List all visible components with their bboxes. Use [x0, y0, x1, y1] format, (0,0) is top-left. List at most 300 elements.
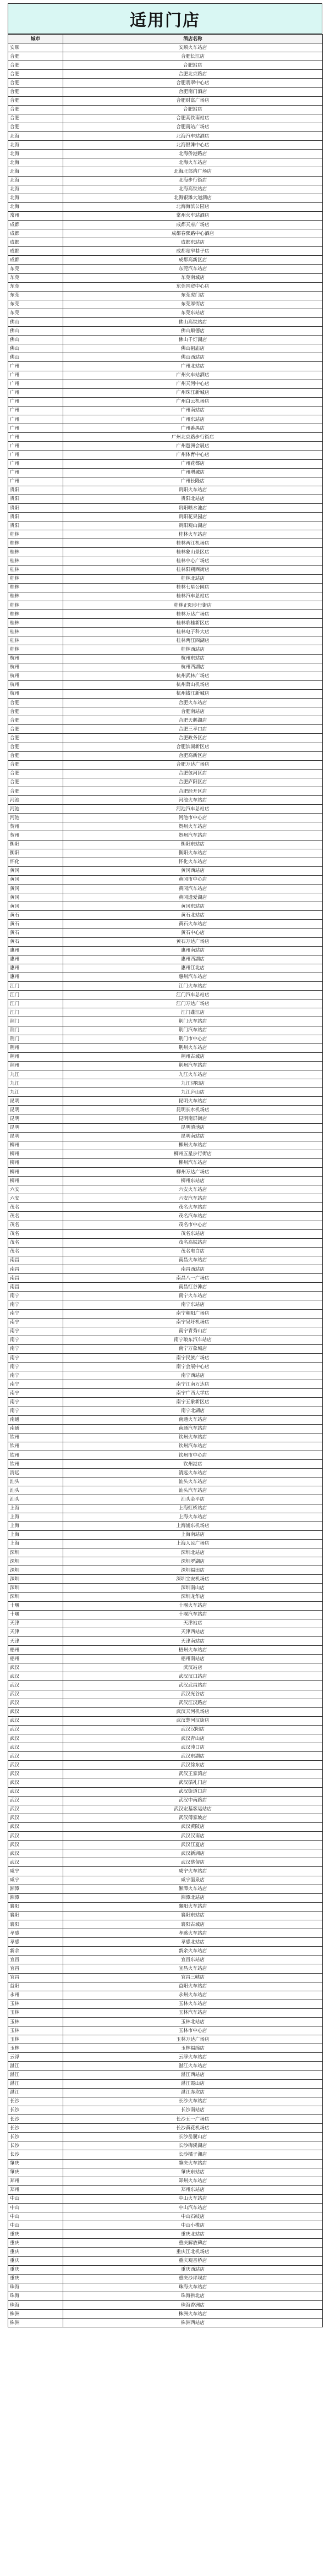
- table-row: [8, 805, 323, 814]
- store-name-cell: 北海步行街店: [63, 176, 323, 185]
- store-name-cell: 南通汽车站店: [63, 1424, 323, 1433]
- store-name-cell: 汕头火车站店: [63, 1478, 323, 1486]
- city-cell: 武汉: [8, 1849, 63, 1858]
- city-cell: 深圳: [8, 1557, 63, 1566]
- city-cell: 合肥: [8, 725, 63, 734]
- store-name-cell: 武汉汉口站店: [63, 1672, 323, 1681]
- store-name-cell: 惠州江北店: [63, 964, 323, 973]
- table-row: [8, 1752, 323, 1761]
- table-row: [8, 654, 323, 663]
- store-name-cell: 郑州火车站店: [63, 2177, 323, 2185]
- city-cell: 湘潭: [8, 1893, 63, 1902]
- table-row: [8, 1363, 323, 1371]
- city-cell: 杭州: [8, 654, 63, 663]
- store-name-cell: 南宁西站店: [63, 1371, 323, 1380]
- store-name-cell: 钦州汽车站店: [63, 1442, 323, 1451]
- store-name-cell: 长沙橘子洲店: [63, 2150, 323, 2159]
- table-row: [8, 2000, 323, 2008]
- store-name-cell: 深圳北站店: [63, 1548, 323, 1557]
- table-row: [8, 574, 323, 583]
- table-row: [8, 424, 323, 433]
- store-name-cell: 东莞厚街店: [63, 300, 323, 309]
- store-name-cell: 武汉青山店: [63, 1734, 323, 1743]
- table-row: [8, 1902, 323, 1911]
- city-cell: 黄石: [8, 920, 63, 929]
- city-cell: 玉林: [8, 2035, 63, 2044]
- store-name-cell: 合肥三孝口店: [63, 725, 323, 734]
- table-row: [8, 477, 323, 486]
- table-row: [8, 2088, 323, 2097]
- store-name-cell: 深圳龙华店: [63, 1592, 323, 1601]
- city-cell: 广州: [8, 459, 63, 468]
- store-name-cell: 南宁万象城店: [63, 1344, 323, 1353]
- table-row: [8, 2062, 323, 2070]
- store-name-cell: 长沙南站店: [63, 2106, 323, 2114]
- city-cell: 杭州: [8, 672, 63, 680]
- store-name-cell: 咸宁温泉店: [63, 1876, 323, 1885]
- city-cell: 长沙: [8, 2150, 63, 2159]
- table-row: [8, 70, 323, 79]
- table-row: [8, 2124, 323, 2133]
- city-cell: 南宁: [8, 1318, 63, 1327]
- store-name-cell: 南宁朝阳广场店: [63, 1309, 323, 1318]
- table-row: [8, 1300, 323, 1309]
- table-row: [8, 1114, 323, 1123]
- store-name-cell: 南宁火车站店: [63, 1292, 323, 1300]
- store-name-cell: 荆门汽车站店: [63, 1026, 323, 1035]
- city-cell: 江门: [8, 982, 63, 991]
- store-name-cell: 武汉中南路店: [63, 1796, 323, 1805]
- city-cell: 深圳: [8, 1566, 63, 1575]
- city-cell: 合肥: [8, 123, 63, 131]
- table-row: [8, 822, 323, 831]
- table-row: [8, 2221, 323, 2230]
- city-cell: 咸宁: [8, 1867, 63, 1876]
- table-row: [8, 1061, 323, 1070]
- city-cell: 南宁: [8, 1371, 63, 1380]
- table-row: [8, 911, 323, 920]
- store-name-cell: 武汉傅家坡店: [63, 1814, 323, 1822]
- table-row: [8, 1415, 323, 1424]
- store-name-cell: 孝感北站店: [63, 1938, 323, 1947]
- city-cell: 惠州: [8, 955, 63, 964]
- store-name-cell: 江门蓬江店: [63, 1008, 323, 1017]
- table-row: [8, 273, 323, 282]
- table-row: [8, 2044, 323, 2053]
- store-name-cell: 东莞汽车站店: [63, 265, 323, 273]
- table-row: [8, 1247, 323, 1256]
- city-cell: 南宁: [8, 1336, 63, 1344]
- city-cell: 广州: [8, 477, 63, 486]
- table-row: [8, 760, 323, 769]
- table-row: [8, 1229, 323, 1238]
- table-row: [8, 1353, 323, 1362]
- store-name-cell: 重庆江北机场店: [63, 2248, 323, 2256]
- city-cell: 南宁: [8, 1380, 63, 1389]
- table-row: [8, 1123, 323, 1132]
- city-cell: 玉林: [8, 2026, 63, 2035]
- city-cell: 玉林: [8, 2000, 63, 2008]
- store-name-cell: 杭州萧山机场店: [63, 680, 323, 689]
- city-cell: 桂林: [8, 539, 63, 548]
- table-row: [8, 663, 323, 672]
- table-row: [8, 707, 323, 716]
- store-name-cell: 南宁会展中心店: [63, 1363, 323, 1371]
- table-row: [8, 2159, 323, 2168]
- table-row: [8, 1548, 323, 1557]
- table-row: [8, 1097, 323, 1106]
- table-row: [8, 1132, 323, 1141]
- store-name-cell: 合肥长江店: [63, 52, 323, 61]
- store-name-cell: 南宁青秀山店: [63, 1327, 323, 1336]
- city-cell: 佛山: [8, 318, 63, 327]
- store-name-cell: 梧州南站店: [63, 1655, 323, 1663]
- city-cell: 合肥: [8, 778, 63, 787]
- table-row: [8, 1584, 323, 1592]
- table-row: [8, 539, 323, 548]
- table-row: [8, 2008, 323, 2017]
- table-row: [8, 991, 323, 999]
- city-cell: 重庆: [8, 2274, 63, 2283]
- table-row: [8, 1079, 323, 1088]
- table-row: [8, 645, 323, 654]
- table-row: [8, 1460, 323, 1469]
- store-name-cell: 宜昌三峡店: [63, 1973, 323, 1982]
- city-cell: 武汉: [8, 1822, 63, 1831]
- store-name-cell: 北海银滩大道酒店: [63, 194, 323, 202]
- table-row: [8, 2274, 323, 2283]
- city-cell: 合肥: [8, 751, 63, 760]
- store-name-cell: 汕头汽车站店: [63, 1486, 323, 1495]
- table-row: [8, 982, 323, 991]
- city-cell: 十堰: [8, 1601, 63, 1610]
- city-cell: 重庆: [8, 2256, 63, 2265]
- city-cell: 合肥: [8, 96, 63, 105]
- store-name-cell: 南宁东站店: [63, 1300, 323, 1309]
- table-row: [8, 371, 323, 380]
- table-row: [8, 1672, 323, 1681]
- city-cell: 武汉: [8, 1734, 63, 1743]
- store-name-cell: 武汉东湖店: [63, 1752, 323, 1761]
- table-row: [8, 167, 323, 176]
- city-cell: 荆门: [8, 1026, 63, 1035]
- store-name-cell: 玉林火车站店: [63, 2000, 323, 2008]
- table-row: [8, 1681, 323, 1690]
- city-cell: 武汉: [8, 1681, 63, 1690]
- store-name-cell: 深圳宝安机场店: [63, 1575, 323, 1584]
- table-row: [8, 1469, 323, 1478]
- city-cell: 北海: [8, 150, 63, 158]
- store-name-cell: 广州南站店: [63, 406, 323, 415]
- store-name-cell: 惠州西湖店: [63, 955, 323, 964]
- city-cell: 合肥: [8, 79, 63, 87]
- store-name-cell: 湘潭火车站店: [63, 1885, 323, 1893]
- city-cell: 广州: [8, 451, 63, 459]
- store-name-cell: 天津西站店: [63, 1628, 323, 1636]
- city-cell: 桂林: [8, 636, 63, 645]
- city-cell: 武汉: [8, 1761, 63, 1770]
- table-row: [8, 1283, 323, 1292]
- city-cell: 江门: [8, 1008, 63, 1017]
- table-row: [8, 831, 323, 840]
- table-row: [8, 2106, 323, 2114]
- store-name-cell: 梧州火车站店: [63, 1646, 323, 1655]
- table-row: [8, 814, 323, 822]
- table-row: [8, 2026, 323, 2035]
- store-name-cell: 广州体育中心店: [63, 451, 323, 459]
- city-cell: 佛山: [8, 344, 63, 353]
- city-cell: 永州: [8, 1991, 63, 2000]
- city-cell: 十堰: [8, 1610, 63, 1619]
- city-cell: 合肥: [8, 707, 63, 716]
- store-name-cell: 武汉汉南店: [63, 1832, 323, 1841]
- table-row: [8, 1690, 323, 1699]
- table-row: [8, 1911, 323, 1920]
- store-name-cell: 襄阳古城店: [63, 1920, 323, 1929]
- city-cell: 柳州: [8, 1168, 63, 1177]
- table-row: [8, 1052, 323, 1061]
- city-cell: 武汉: [8, 1716, 63, 1725]
- table-header-row: [8, 35, 323, 43]
- city-cell: 深圳: [8, 1575, 63, 1584]
- table-row: [8, 1938, 323, 1947]
- table-row: [8, 1088, 323, 1097]
- table-row: [8, 1035, 323, 1043]
- store-name-cell: 北海银滩中心店: [63, 141, 323, 150]
- city-cell: 长沙: [8, 2141, 63, 2150]
- store-name-cell: 合肥经开区店: [63, 787, 323, 795]
- table-row: [8, 521, 323, 530]
- city-cell: 荆门: [8, 1035, 63, 1043]
- table-row: [8, 1991, 323, 2000]
- table-row: [8, 858, 323, 866]
- store-name-cell: 武汉街道口店: [63, 1787, 323, 1796]
- table-row: [8, 1026, 323, 1035]
- store-name-cell: 九江浔阳店: [63, 1079, 323, 1088]
- city-cell: 武汉: [8, 1707, 63, 1716]
- city-cell: 钦州: [8, 1433, 63, 1442]
- city-cell: 合肥: [8, 699, 63, 707]
- store-name-cell: 昆明火车站店: [63, 1097, 323, 1106]
- table-row: [8, 344, 323, 353]
- store-name-cell: 南昌西站店: [63, 1265, 323, 1274]
- city-cell: 北海: [8, 158, 63, 167]
- store-name-cell: 武汉武昌站店: [63, 1681, 323, 1690]
- table-row: [8, 1619, 323, 1628]
- table-row: [8, 513, 323, 521]
- store-name-cell: 茂名电白店: [63, 1247, 323, 1256]
- city-cell: 南宁: [8, 1300, 63, 1309]
- store-name-cell: 佛山顺德店: [63, 327, 323, 336]
- table-row: [8, 1389, 323, 1398]
- store-name-cell: 茂名市中心店: [63, 1221, 323, 1229]
- table-row: [8, 2256, 323, 2265]
- table-row: [8, 1371, 323, 1380]
- table-row: [8, 1407, 323, 1415]
- table-row: [8, 1017, 323, 1026]
- table-row: [8, 875, 323, 884]
- store-name-cell: 黄石北站店: [63, 911, 323, 920]
- store-name-cell: 株洲西站店: [63, 2319, 323, 2327]
- table-row: [8, 1398, 323, 1407]
- store-name-cell: 衡阳东站店: [63, 840, 323, 849]
- title-banner: [8, 3, 322, 34]
- store-name-cell: 武汉楚河汉街店: [63, 1716, 323, 1725]
- table-row: [8, 451, 323, 459]
- store-name-cell: 玉林市中心店: [63, 2026, 323, 2035]
- city-cell: 武汉: [8, 1663, 63, 1672]
- store-name-cell: 桂林电子科大店: [63, 628, 323, 636]
- city-cell: 咸宁: [8, 1876, 63, 1885]
- store-name-cell: 重庆解放碑店: [63, 2239, 323, 2248]
- city-cell: 珠海: [8, 2292, 63, 2300]
- table-row: [8, 557, 323, 565]
- table-row: [8, 1663, 323, 1672]
- store-name-cell: 桂林火车站店: [63, 530, 323, 539]
- table-row: [8, 893, 323, 902]
- store-name-cell: 成都春熙路中心酒店: [63, 229, 323, 238]
- table-row: [8, 2035, 323, 2044]
- city-cell: 广州: [8, 371, 63, 380]
- city-cell: 株洲: [8, 2319, 63, 2327]
- table-row: [8, 336, 323, 344]
- table-row: [8, 1770, 323, 1778]
- store-name-cell: 杭州武林广场店: [63, 672, 323, 680]
- city-cell: 九江: [8, 1079, 63, 1088]
- city-cell: 南昌: [8, 1274, 63, 1283]
- table-row: [8, 1956, 323, 1964]
- store-name-cell: 湛江火车站店: [63, 2062, 323, 2070]
- city-cell: 东莞: [8, 273, 63, 282]
- store-name-cell: 长沙黄花机场店: [63, 2124, 323, 2133]
- table-row: [8, 2230, 323, 2239]
- city-cell: 广州: [8, 397, 63, 406]
- table-row: [8, 973, 323, 981]
- store-name-cell: 黄冈东站店: [63, 902, 323, 911]
- store-name-cell: 东莞国贸中心店: [63, 282, 323, 291]
- city-cell: 武汉: [8, 1699, 63, 1707]
- city-cell: 南宁: [8, 1407, 63, 1415]
- table-row: [8, 1433, 323, 1442]
- store-name-cell: 玉林汽车站店: [63, 2008, 323, 2017]
- table-row: [8, 1168, 323, 1177]
- table-row: [8, 751, 323, 760]
- store-name-cell: 湘潭北站店: [63, 1893, 323, 1902]
- table-row: [8, 2203, 323, 2212]
- store-name-cell: 合肥包河区店: [63, 769, 323, 778]
- table-row: [8, 946, 323, 955]
- city-cell: 杭州: [8, 680, 63, 689]
- store-name-cell: 北海火车站店: [63, 158, 323, 167]
- table-row: [8, 1849, 323, 1858]
- city-cell: 成都: [8, 220, 63, 229]
- table-row: [8, 592, 323, 601]
- store-name-cell: 佛山千灯湖店: [63, 336, 323, 344]
- store-name-cell: 合肥财富广场店: [63, 96, 323, 105]
- table-row: [8, 1822, 323, 1831]
- city-cell: 益阳: [8, 1982, 63, 1991]
- city-cell: 衡阳: [8, 840, 63, 849]
- table-row: [8, 300, 323, 309]
- city-cell: 钦州: [8, 1451, 63, 1460]
- table-row: [8, 849, 323, 858]
- table-row: [8, 840, 323, 849]
- city-cell: 六安: [8, 1194, 63, 1203]
- store-name-cell: 宜昌火车站店: [63, 1964, 323, 1973]
- table-row: [8, 1787, 323, 1796]
- store-name-cell: 玉林福绵店: [63, 2044, 323, 2053]
- table-row: [8, 1344, 323, 1353]
- city-cell: 南昌: [8, 1265, 63, 1274]
- city-cell: 武汉: [8, 1672, 63, 1681]
- city-cell: 湛江: [8, 2088, 63, 2097]
- table-row: [8, 2070, 323, 2079]
- store-name-cell: 广州火车站酒店: [63, 371, 323, 380]
- table-row: [8, 87, 323, 96]
- table-row: [8, 256, 323, 265]
- city-cell: 长沙: [8, 2124, 63, 2133]
- store-name-cell: 上海火车站店: [63, 1513, 323, 1522]
- table-row: [8, 610, 323, 619]
- city-cell: 清远: [8, 1469, 63, 1478]
- store-name-cell: 南昌八一广场店: [63, 1274, 323, 1283]
- city-cell: 桂林: [8, 530, 63, 539]
- city-cell: 贵阳: [8, 503, 63, 512]
- table-row: [8, 1707, 323, 1716]
- table-row: [8, 548, 323, 557]
- store-name-cell: 荆州火车站店: [63, 1043, 323, 1052]
- store-name-cell: 合肥政务区店: [63, 734, 323, 743]
- store-table: [8, 34, 323, 2327]
- store-name-cell: 永州火车站店: [63, 1991, 323, 2000]
- city-cell: 桂林: [8, 619, 63, 628]
- store-name-cell: 合肥火车站店: [63, 699, 323, 707]
- store-name-cell: 清远火车站店: [63, 1469, 323, 1478]
- city-cell: 江门: [8, 999, 63, 1008]
- store-name-cell: 桂林象山景区店: [63, 548, 323, 557]
- table-row: [8, 1734, 323, 1743]
- table-row: [8, 628, 323, 636]
- store-name-cell: 广州天河中心店: [63, 380, 323, 388]
- city-cell: 北海: [8, 194, 63, 202]
- header-store-name: 酒店名称: [63, 35, 323, 43]
- table-row: [8, 309, 323, 317]
- table-row: [8, 2150, 323, 2159]
- store-name-cell: 佛山西站店: [63, 353, 323, 362]
- table-row: [8, 433, 323, 442]
- store-name-cell: 肇庆火车站店: [63, 2159, 323, 2168]
- city-cell: 天津: [8, 1619, 63, 1628]
- store-name-cell: 桂林西站店: [63, 645, 323, 654]
- table-row: [8, 1805, 323, 1814]
- store-name-cell: 襄阳火车站店: [63, 1902, 323, 1911]
- table-row: [8, 1292, 323, 1300]
- table-row: [8, 79, 323, 87]
- table-row: [8, 406, 323, 415]
- city-cell: 佛山: [8, 336, 63, 344]
- city-cell: 北海: [8, 141, 63, 150]
- store-name-cell: 南宁北湖店: [63, 1407, 323, 1415]
- store-name-cell: 桂林两江四湖店: [63, 636, 323, 645]
- table-row: [8, 1947, 323, 1956]
- city-cell: 昆明: [8, 1114, 63, 1123]
- store-name-cell: 柳州五星步行街店: [63, 1150, 323, 1158]
- store-name-cell: 桂林正阳步行街店: [63, 601, 323, 610]
- store-name-cell: 成都天府广场店: [63, 220, 323, 229]
- store-name-cell: 武汉蔡甸店: [63, 1858, 323, 1867]
- store-name-cell: 长沙五一广场店: [63, 2115, 323, 2124]
- store-name-cell: 黄石火车站店: [63, 920, 323, 929]
